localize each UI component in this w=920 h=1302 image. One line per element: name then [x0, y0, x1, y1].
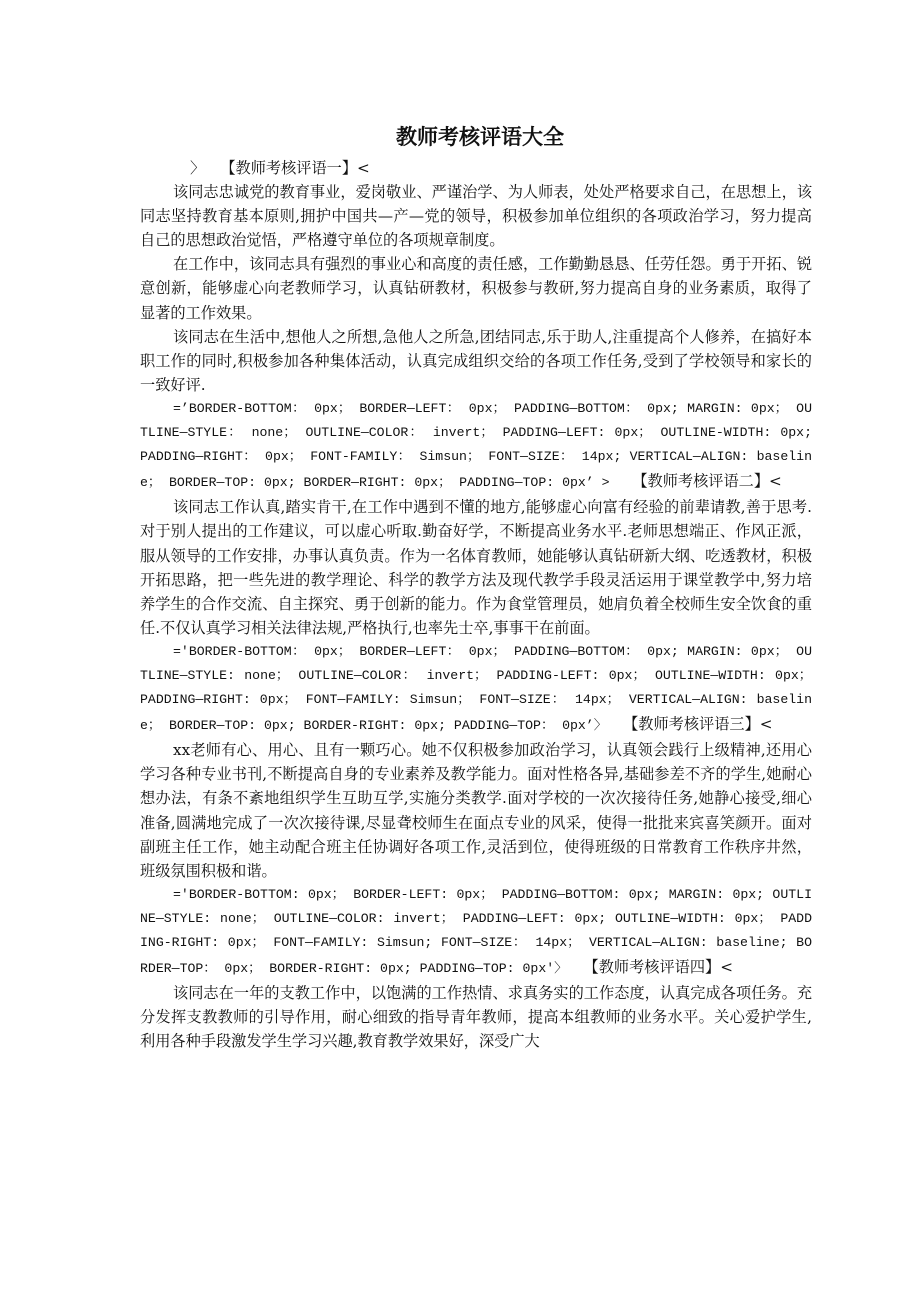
paragraph: 该同志在一年的支教工作中，以饱满的工作热情、求真务实的工作态度，认真完成各项任务。充分发挥支教教师的引导作用，耐心细致的指导青年教师，提高本组教师的业务水平。关心爱护学生,利用各种手段激发学生学习兴趣,教育教学效果好，深受广大: [140, 984, 812, 1051]
document-page: [140, 122, 812, 1053]
paragraph: 在工作中，该同志具有强烈的事业心和高度的责任感，工作勤勤恳恳、任劳任怨。勇于开拓、锐意创新，能够虚心向老教师学习，认真钻研教材，积极参与教研,努力提高自身的业务素质，取得了显著的工作效果。: [140, 255, 812, 322]
style-code-block: [140, 640, 812, 738]
style-code-text: =’BORDER-BOTTOM： 0px； BORDER—LEFT： 0px； PADDING—BOTTOM： 0px; MARGIN: 0px； OUTLINE—STYLE： none； OUTLINE—COLOR： invert； PADDING—LEFT: 0px； OUTLINE-WIDTH: 0px; PADDING—RIGHT： 0px； FONT-FAMILY： Simsun； FONT—SIZE： 14px; VERTICAL—ALIGN: baseline； BORDER—TOP: 0px; BORDER—RIGHT: 0px； PADDING—TOP: 0px’ >: [140, 400, 812, 491]
style-code-text: ='BORDER-BOTTOM： 0px； BORDER—LEFT： 0px； PADDING—BOTTOM： 0px; MARGIN: 0px； OUTLINE—STYLE: none； OUTLINE—COLOR： invert； PADDING-LEFT: 0px； OUTLINE—WIDTH: 0px； PADDING—RIGHT: 0px； FONT—FAMILY: Simsun； FONT—SIZE： 14px； VERTICAL—ALIGN: baseline； BORDER—TOP: 0px; BORDER-RIGHT: 0px; PADDING—TOP： 0px’〉: [140, 643, 812, 734]
paragraph: xx老师有心、用心、且有一颗巧心。她不仅积极参加政治学习，认真领会践行上级精神,还用心学习各种专业书刊,不断提高自身的专业素养及教学能力。面对性格各异,基础参差不齐的学生,她耐心想办法，有条不紊地组织学生互助互学,实施分类教学.面对学校的一次次接待任务,她静心接受,细心准备,圆满地完成了一次次接待课,尽显聋校师生在面点专业的风采，使得一批批来宾喜笑颜开。面对副班主任工作，她主动配合班主任协调好各项工作,灵活到位，使得班级的日常教育工作秩序井然，班级氛围积极和谐。: [140, 741, 812, 880]
style-code-block: [140, 883, 812, 981]
style-code-text: ='BORDER-BOTTOM: 0px； BORDER-LEFT: 0px； PADDING—BOTTOM: 0px; MARGIN: 0px; OUTLINE—STYLE: none； OUTLINE—COLOR: invert； PADDING—LEFT: 0px; OUTLINE—WIDTH: 0px； PADDING-RIGHT: 0px； FONT—FAMILY: Simsun; FONT—SIZE： 14px； VERTICAL—ALIGN: baseline; BORDER—TOP： 0px； BORDER-RIGHT: 0px; PADDING—TOP: 0px'〉: [140, 886, 812, 977]
paragraph: 该同志工作认真,踏实肯干,在工作中遇到不懂的地方,能够虚心向富有经验的前辈请教,善于思考.对于别人提出的工作建议，可以虚心听取.勤奋好学，不断提高业务水平.老师思想端正、作风正派，服从领导的工作安排，办事认真负责。作为一名体育教师，她能够认真钻研新大纲、吃透教材，积极开拓思路，把一些先进的教学理论、科学的教学方法及现代教学手段灵活运用于课堂教学中,努力培养学生的合作交流、自主探究、勇于创新的能力。作为食堂管理员，她肩负着全校师生安全饮食的重任.不仅认真学习相关法律法规,严格执行,也率先士卒,事事干在前面。: [140, 498, 812, 637]
style-code-block: [140, 397, 812, 495]
section-heading-2: 【教师考核评语二】<: [609, 472, 782, 491]
section-heading-3: 【教师考核评语三】<: [600, 715, 773, 734]
section-heading-1: 〉 【教师考核评语一】<: [190, 159, 370, 177]
section-heading-4: 【教师考核评语四】<: [560, 958, 733, 977]
paragraph: 该同志在生活中,想他人之所想,急他人之所急,团结同志,乐于助人,注重提高个人修养，在搞好本职工作的同时,积极参加各种集体活动，认真完成组织交给的各项工作任务,受到了学校领导和家长的一致好评.: [140, 327, 812, 394]
document-title: 教师考核评语大全: [396, 124, 564, 149]
paragraph: 该同志忠诚党的教育事业，爱岗敬业、严谨治学、为人师表，处处严格要求自己，在思想上，该同志坚持教育基本原则,拥护中国共—产—党的领导，积极参加单位组织的各项政治学习，努力提高自己的思想政治觉悟，严格遵守单位的各项规章制度。: [140, 183, 812, 250]
